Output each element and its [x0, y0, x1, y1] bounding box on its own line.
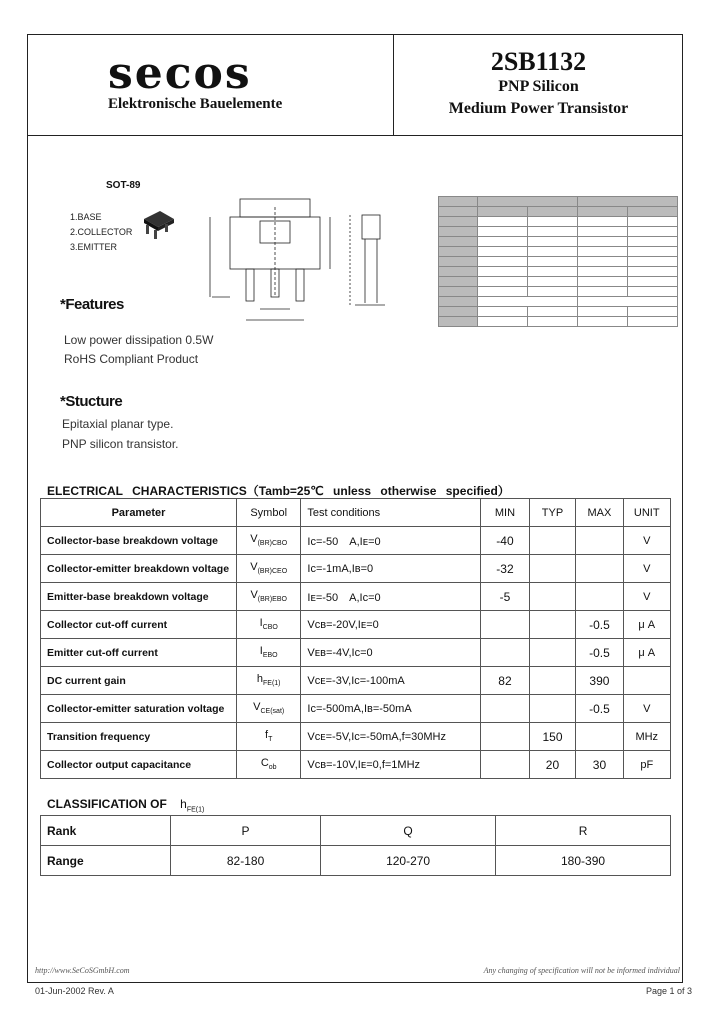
symbol-cell	[237, 527, 301, 555]
symbol-sub: ob	[268, 764, 277, 772]
max-cell: -0.5	[576, 695, 623, 723]
package-name: SOT-89	[106, 180, 141, 191]
feature-item: RoHS Compliant Product	[64, 352, 199, 366]
max-cell: 390	[576, 667, 623, 695]
symbol-cell	[237, 555, 301, 583]
symbol-cell	[237, 639, 301, 667]
pin-2: 2.COLLECTOR	[70, 227, 133, 237]
structure-title: *Stucture	[60, 393, 123, 410]
typ-cell	[529, 583, 576, 611]
header-parameter: Parameter	[41, 499, 237, 527]
symbol-main: C	[260, 757, 269, 770]
pin-1: 1.BASE	[70, 212, 102, 222]
company-logo: secos	[108, 48, 252, 99]
footer-url[interactable]: http://www.SeCoSGmbH.com	[35, 966, 130, 975]
symbol-cell	[237, 667, 301, 695]
range-label: Range	[41, 846, 171, 876]
structure-item: Epitaxial planar type.	[62, 417, 174, 431]
symbol-main: I	[259, 645, 263, 658]
header-max: MAX	[576, 499, 623, 527]
feature-item: Low power dissipation 0.5W	[64, 333, 214, 347]
package-image	[140, 205, 176, 241]
unit-cell: μ A	[623, 611, 670, 639]
symbol-main: I	[259, 617, 263, 630]
unit-cell: V	[623, 555, 670, 583]
min-cell	[481, 639, 529, 667]
param-cell: Emitter cut-off current	[41, 639, 237, 667]
symbol-cell	[237, 751, 301, 779]
param-cell: Emitter-base breakdown voltage	[41, 583, 237, 611]
unit-cell: V	[623, 583, 670, 611]
footer-note: Any changing of specification will not be informed individual	[483, 966, 680, 975]
features-title: *Features	[60, 296, 124, 313]
param-cell: Collector-base breakdown voltage	[41, 527, 237, 555]
header-min: MIN	[481, 499, 529, 527]
condition-cell: Iᴇ=-50 A,Iᴄ=0	[301, 583, 481, 611]
footer-date: 01-Jun-2002 Rev. A	[35, 986, 114, 996]
unit-cell: V	[623, 527, 670, 555]
condition-cell: Vᴄᴇ=-3V,Iᴄ=-100mA	[301, 667, 481, 695]
max-cell	[576, 555, 623, 583]
table-row	[41, 667, 671, 695]
part-description: Medium Power Transistor	[448, 100, 629, 117]
unit-cell: μ A	[623, 639, 670, 667]
min-cell	[481, 695, 529, 723]
electrical-table	[40, 498, 671, 779]
table-row	[41, 751, 671, 779]
symbol-sub: FE(1)	[263, 680, 281, 688]
symbol-cell	[237, 583, 301, 611]
condition-cell: Iᴄ=-1mA,Iʙ=0	[301, 555, 481, 583]
symbol-sub: T	[268, 736, 273, 744]
typ-cell	[529, 667, 576, 695]
condition-cell: Vᴄᴇ=-5V,Iᴄ=-50mA,f=30MHz	[301, 723, 481, 751]
header-conditions: Test conditions	[301, 499, 481, 527]
unit-cell: V	[623, 695, 670, 723]
table-row	[41, 723, 671, 751]
header-unit: UNIT	[623, 499, 670, 527]
symbol-sub: (BR)CBO	[257, 540, 288, 548]
max-cell	[576, 527, 623, 555]
table-row	[41, 555, 671, 583]
typ-cell	[529, 695, 576, 723]
classification-sub: FE(1)	[186, 806, 205, 814]
rank-cell: P	[171, 816, 321, 846]
header-typ: TYP	[529, 499, 576, 527]
condition-cell: Vᴇʙ=-4V,Iᴄ=0	[301, 639, 481, 667]
typ-cell	[529, 527, 576, 555]
rank-row	[41, 816, 671, 846]
param-cell: Transition frequency	[41, 723, 237, 751]
condition-cell: Iᴄ=-500mA,Iʙ=-50mA	[301, 695, 481, 723]
table-row	[41, 695, 671, 723]
typ-cell: 20	[529, 751, 576, 779]
symbol-main: V	[250, 589, 258, 602]
classification-symbol	[180, 797, 205, 814]
unit-cell	[623, 667, 670, 695]
header-divider	[27, 135, 683, 136]
range-cell: 82-180	[171, 846, 321, 876]
symbol-sub: (BR)EBO	[257, 596, 287, 604]
part-number: 2SB1132	[490, 47, 587, 76]
symbol-cell	[237, 611, 301, 639]
max-cell: 30	[576, 751, 623, 779]
min-cell	[481, 611, 529, 639]
min-cell	[481, 723, 529, 751]
table-row	[41, 527, 671, 555]
param-cell: Collector cut-off current	[41, 611, 237, 639]
unit-cell: MHz	[623, 723, 670, 751]
condition-cell: Vᴄʙ=-20V,Iᴇ=0	[301, 611, 481, 639]
symbol-sub: CBO	[262, 624, 278, 632]
part-type: PNP Silicon	[498, 78, 579, 95]
typ-cell	[529, 611, 576, 639]
max-cell	[576, 583, 623, 611]
param-cell: DC current gain	[41, 667, 237, 695]
pin-list	[70, 210, 132, 255]
table-row	[41, 583, 671, 611]
rank-cell: Q	[321, 816, 496, 846]
classification-label: CLASSIFICATION OF	[47, 797, 167, 811]
classification-table	[40, 815, 671, 876]
param-cell: Collector output capacitance	[41, 751, 237, 779]
max-cell: -0.5	[576, 639, 623, 667]
footer-page: Page 1 of 3	[645, 986, 692, 996]
symbol-sub: (BR)CEO	[257, 568, 288, 576]
pin-3: 3.EMITTER	[70, 242, 118, 252]
header-symbol: Symbol	[237, 499, 301, 527]
param-cell: Collector-emitter saturation voltage	[41, 695, 237, 723]
dimension-table	[438, 196, 678, 327]
max-cell: -0.5	[576, 611, 623, 639]
min-cell: -32	[481, 555, 529, 583]
rank-cell: R	[496, 816, 671, 846]
condition-cell: Vᴄʙ=-10V,Iᴇ=0,f=1MHz	[301, 751, 481, 779]
min-cell	[481, 751, 529, 779]
unit-cell: pF	[623, 751, 670, 779]
package-outline-drawing	[200, 185, 390, 335]
min-cell: -5	[481, 583, 529, 611]
param-cell: Collector-emitter breakdown voltage	[41, 555, 237, 583]
max-cell	[576, 723, 623, 751]
symbol-main: V	[250, 561, 258, 574]
symbol-main: f	[265, 729, 269, 742]
classification-sym: h	[180, 797, 187, 811]
symbol-main: h	[256, 673, 263, 686]
rank-label: Rank	[41, 816, 171, 846]
symbol-sub: CE(sat)	[260, 708, 285, 716]
symbol-cell	[237, 723, 301, 751]
symbol-sub: EBO	[262, 652, 278, 660]
table-row	[41, 639, 671, 667]
condition-cell: Iᴄ=-50 A,Iᴇ=0	[301, 527, 481, 555]
range-cell: 120-270	[321, 846, 496, 876]
symbol-main: V	[253, 701, 261, 714]
classification-title	[47, 797, 204, 813]
symbol-cell	[237, 695, 301, 723]
company-subtitle: Elektronische Bauelemente	[108, 96, 283, 112]
structure-item: PNP silicon transistor.	[62, 437, 179, 451]
table-header-row	[41, 499, 671, 527]
min-cell: 82	[481, 667, 529, 695]
symbol-main: V	[250, 533, 258, 546]
min-cell: -40	[481, 527, 529, 555]
table-row	[41, 611, 671, 639]
electrical-title: ELECTRICAL CHARACTERISTICS（Tamb=25℃ unless otherwise specified）	[47, 484, 510, 498]
range-cell: 180-390	[496, 846, 671, 876]
typ-cell	[529, 555, 576, 583]
typ-cell	[529, 639, 576, 667]
range-row	[41, 846, 671, 876]
typ-cell: 150	[529, 723, 576, 751]
